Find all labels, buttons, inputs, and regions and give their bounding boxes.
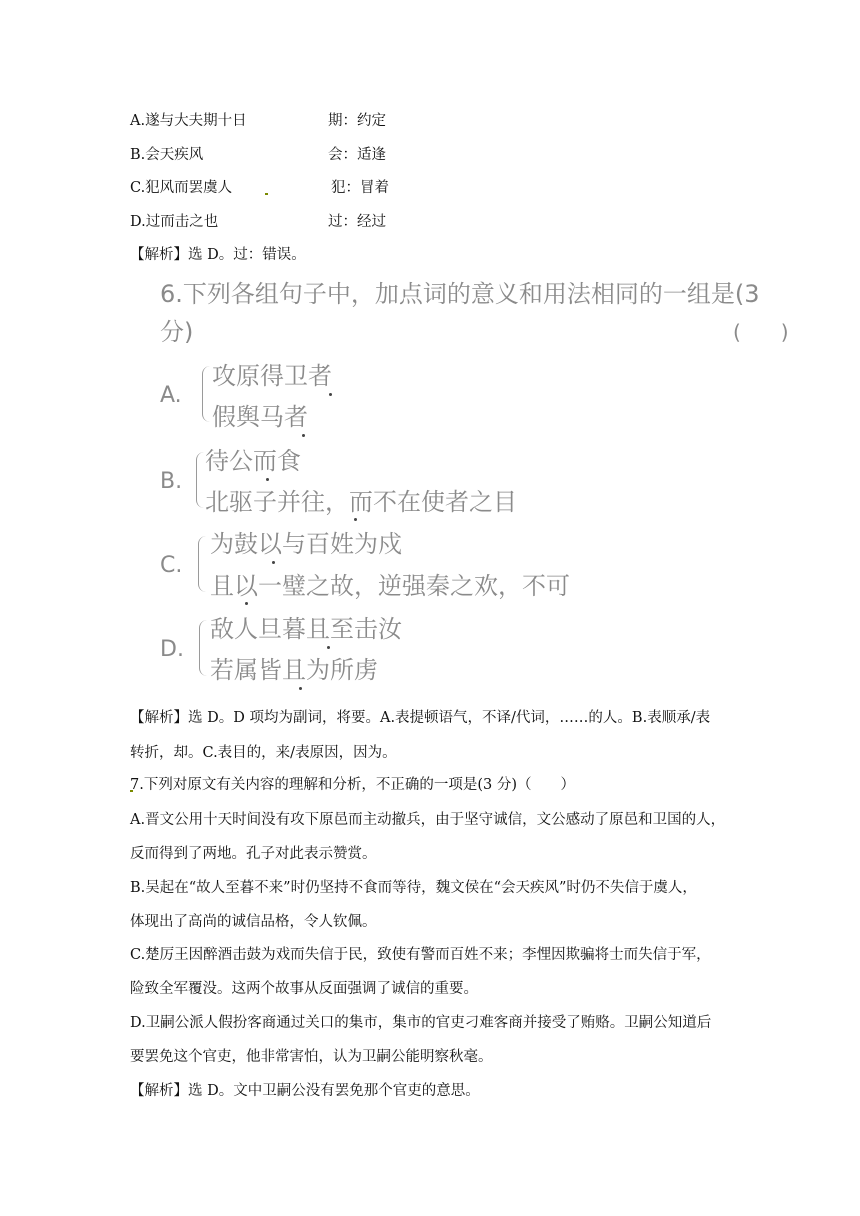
emphasis-dot: [266, 478, 269, 481]
q5-gloss-d: 过：经过: [328, 214, 386, 230]
q7-answer: 【解析】选 D。文中卫嗣公没有罢免那个官吏的意思。: [130, 1083, 480, 1099]
q5-gloss-c: 犯：冒着: [331, 180, 389, 196]
q7-option-a-line2: 反而得到了两地。孔子对此表示赞赏。: [130, 846, 377, 862]
q7-option-a-line1: A.晋文公用十天时间没有攻下原邑而主动撤兵，由于坚守诚信，文公感动了原邑和卫国的人，: [130, 812, 726, 828]
emphasis-dot: [299, 687, 302, 690]
q6-option-a-letter: A.: [160, 383, 182, 408]
q7-option-c-line2: 险致全军覆没。这两个故事从反面强调了诚信的重要。: [130, 981, 478, 997]
q5-option-d: D.过而击之也: [130, 214, 219, 230]
q5-option-b: B.会天疾风: [130, 147, 204, 163]
q6-option-c-line2: 且以一璧之故，逆强秦之欢，不可: [210, 572, 570, 600]
q6-option-a-line1: 攻原得卫者: [212, 362, 332, 390]
q6-stem-line2: 分): [160, 318, 194, 346]
q6-option-d-line1: 敌人旦暮且至击汝: [210, 615, 402, 643]
q6-answer-line1: 【解析】选 D。D 项均为副词，将要。A.表提顿语气，不译/代词，……的人。B.表顺承/表: [130, 710, 711, 726]
emphasis-dot: [302, 434, 305, 437]
q7-option-b-line2: 体现出了高尚的诚信品格，令人钦佩。: [130, 914, 377, 930]
q7-option-b-line1: B.吴起在“故人至暮不来”时仍坚持不食而等待，魏文侯在“会天疾风”时仍不失信于虞人，: [130, 880, 697, 896]
q6-answer-line2: 转折，却。C.表目的，来/表原因，因为。: [130, 745, 397, 761]
q5-gloss-a: 期：约定: [328, 113, 386, 129]
q6-option-b-letter: B.: [160, 469, 183, 494]
brace: [199, 620, 210, 676]
emphasis-dot: [329, 393, 332, 396]
q5-gloss-b: 会：适逢: [328, 147, 386, 163]
q7-option-d-line1: D.卫嗣公派人假扮客商通过关口的集市，集市的官吏刁难客商并接受了贿赂。卫嗣公知道后: [130, 1015, 712, 1031]
q6-option-c-line1: 为鼓以与百姓为戍: [210, 530, 402, 558]
scan-mark: [265, 193, 268, 195]
q6-stem-line1: 6.下列各组句子中，加点词的意义和用法相同的一组是(3: [160, 280, 760, 308]
q7-stem: 7.下列对原文有关内容的理解和分析，不正确的一项是(3 分)（ ）: [130, 777, 575, 793]
q7-option-d-line2: 要罢免这个官吏，他非常害怕，认为卫嗣公能明察秋毫。: [130, 1049, 493, 1065]
emphasis-dot: [354, 518, 357, 521]
q6-option-c-letter: C.: [160, 553, 183, 578]
q7-option-c-line1: C.楚厉王因醉酒击鼓为戏而失信于民，致使有警而百姓不来；李悝因欺骗将士而失信于军，: [130, 947, 711, 963]
q6-option-d-letter: D.: [160, 637, 184, 662]
q5-answer: 【解析】选 D。过：错误。: [130, 247, 306, 263]
q6-option-b-line1: 待公而食: [205, 447, 301, 475]
q5-option-a: A.遂与大夫期十日: [130, 113, 247, 129]
emphasis-dot: [327, 646, 330, 649]
q6-answer-paren: ( ): [733, 320, 789, 344]
emphasis-dot: [272, 561, 275, 564]
emphasis-dot: [245, 602, 248, 605]
q6-option-b-line2: 北驱子并往，而不在使者之目: [205, 488, 517, 516]
q6-option-d-line2: 若属皆且为所虏: [210, 656, 378, 684]
q5-option-c: C.犯风而罢虞人: [130, 180, 233, 196]
q6-option-a-line2: 假舆马者: [212, 403, 308, 431]
brace: [198, 536, 209, 592]
